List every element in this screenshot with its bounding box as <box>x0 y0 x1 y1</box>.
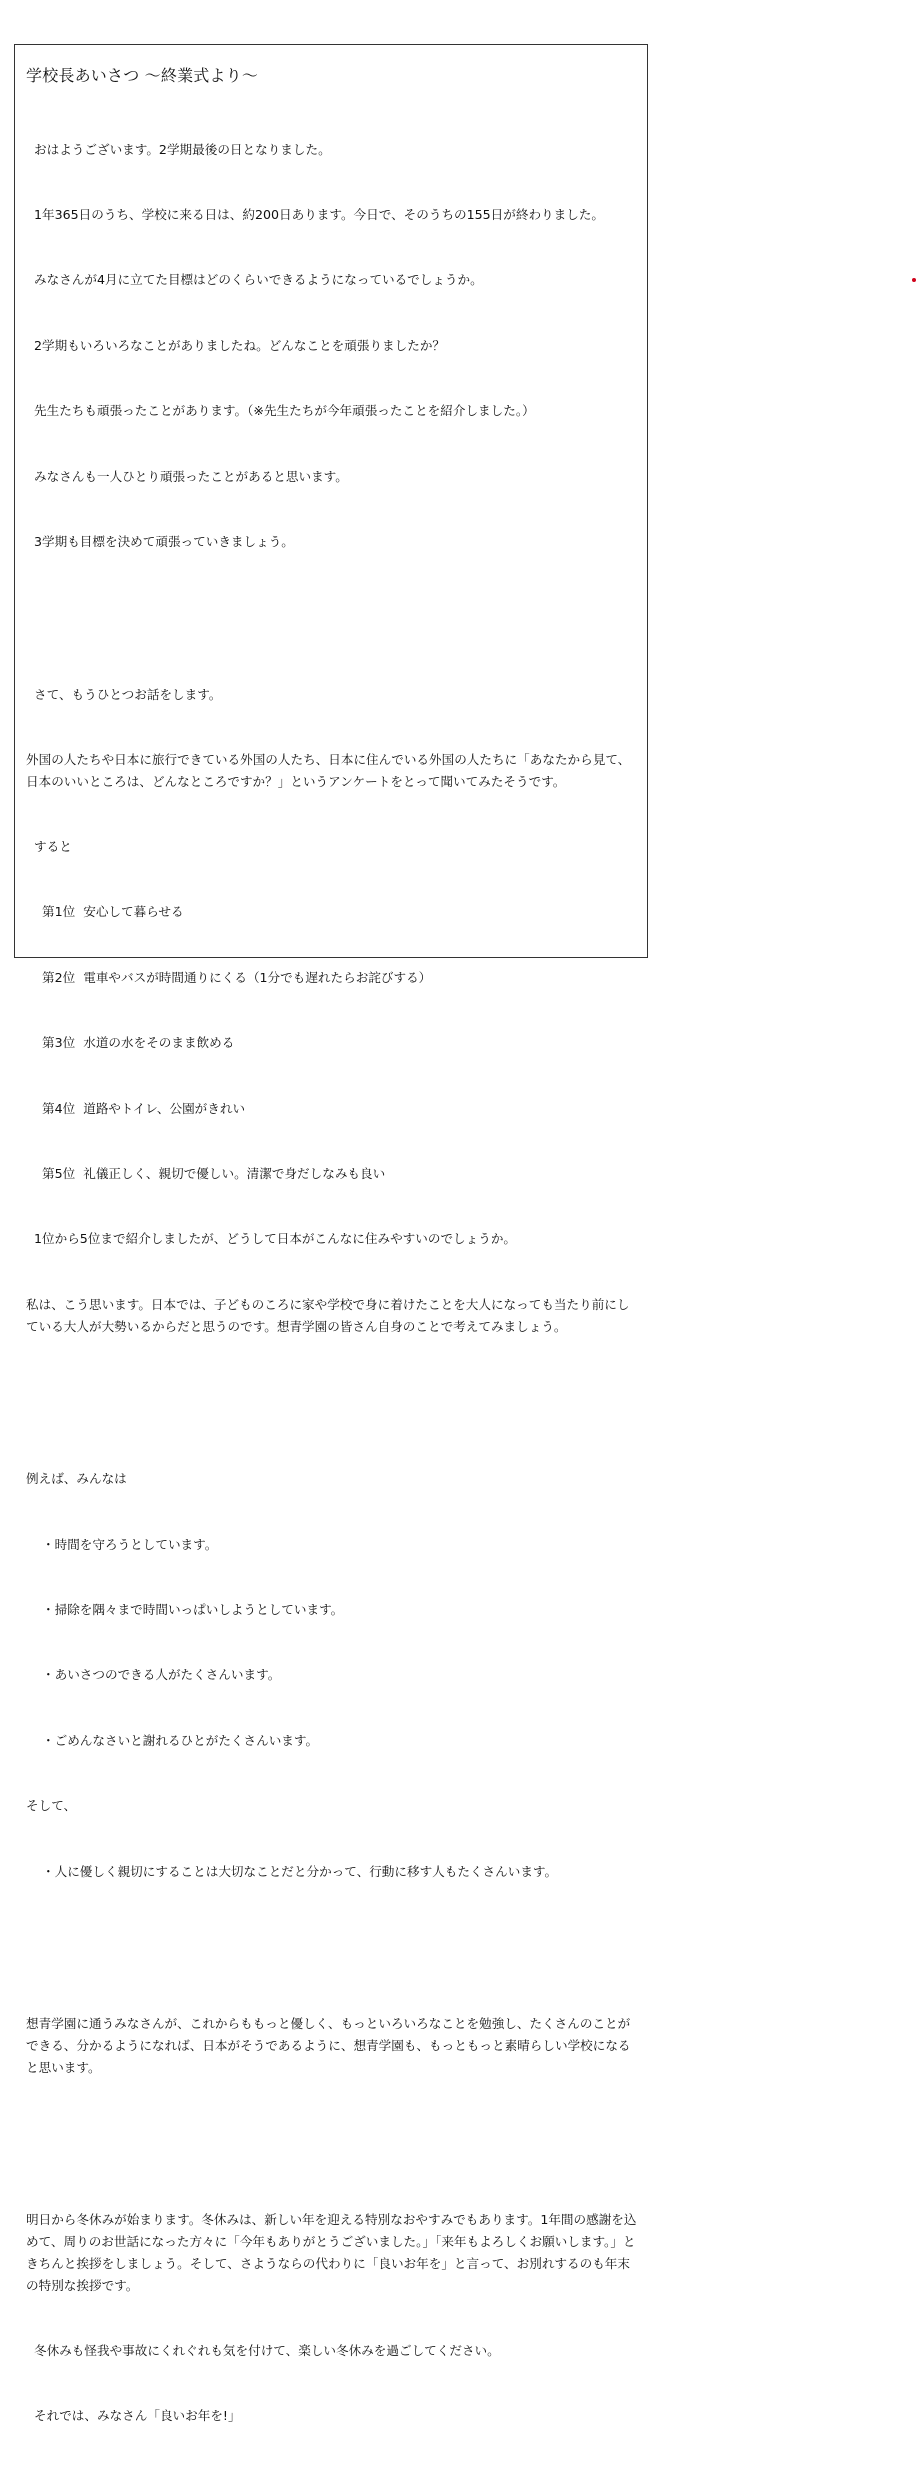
example-item: ・あいさつのできる人がたくさんいます。 <box>26 1667 281 1683</box>
blank-line <box>26 1926 641 1948</box>
text-line: 2学期もいろいろなことがありましたね。どんなことを頑張りましたか？ <box>26 337 446 353</box>
blank-line <box>26 2122 641 2144</box>
text-line: みなさんが4月に立てた目標はどのくらいできるようになっているでしょうか。 <box>26 272 483 288</box>
text-line: 例えば、みんなは <box>26 1471 127 1487</box>
text-line: それでは、みなさん「良いお年を!」 <box>26 2408 241 2424</box>
text-line: みなさんも一人ひとり頑張ったことがあると思います。 <box>26 468 348 484</box>
document-frame <box>14 44 648 2424</box>
greeting-section <box>26 95 641 2471</box>
text-line: さて、もうひとつお話をします。 <box>26 686 222 702</box>
winter-paragraph: 明日から冬休みが始まります。冬休みは、新しい年を迎える特別なおやすみでもあります。1年間の感謝を込めて、周りのお世話になった方々に「今年もありがとうございました。」「来年もよろしくお願いします。」ときちんと挨拶をしましょう。そして、さようならの代わりに「良いお年を」と言って、お別れするのも年末の特別な挨拶です。 <box>26 2212 637 2293</box>
text-line: 1年365日のうち、学校に来る日は、約200日あります。今日で、そのうちの155日が終わりました。 <box>26 206 605 222</box>
ranking-item: 第2位 電車やバスが時間通りにくる（1分でも遅れたらお詫びする） <box>26 969 432 985</box>
red-dot-marker <box>912 278 916 282</box>
text-line: 冬休みも怪我や事故にくれぐれも気を付けて、楽しい冬休みを過ごしてください。 <box>26 2343 500 2359</box>
blank-line <box>26 596 641 618</box>
text-line: 1位から5位まで紹介しましたが、どうして日本がこんなに住みやすいのでしょうか。 <box>26 1231 517 1247</box>
text-line: 先生たちも頑張ったことがあります。（※先生たちが今年頑張ったことを紹介しました。） <box>26 403 535 419</box>
example-item: ・時間を守ろうとしています。 <box>26 1536 218 1552</box>
blank-line <box>26 1381 641 1403</box>
hope-paragraph: 想青学園に通うみなさんが、これからももっと優しく、もっといろいろなことを勉強し、たくさんのことができる、分かるようになれば、日本がそうであるように、想青学園も、もっともっと素晴らしい学校になると思います。 <box>26 2016 631 2075</box>
text-line: 3学期も目標を決めて頑張っていきましょう。 <box>26 533 294 549</box>
ranking-item: 第3位 水道の水をそのまま飲める <box>26 1035 235 1051</box>
text-line: そして、 <box>26 1798 77 1814</box>
example-item: ・人に優しく親切にすることは大切なことだと分かって、行動に移す人もたくさんいます。 <box>26 1863 558 1879</box>
ranking-item: 第1位 安心して暮らせる <box>26 904 184 920</box>
opinion-paragraph: 私は、こう思います。日本では、子どものころに家や学校で身に着けたことを大人になっても当たり前にしている大人が大勢いるからだと思うのです。想青学園の皆さん自身のことで考えてみましょう。 <box>26 1296 630 1334</box>
survey-paragraph: 外国の人たちや日本に旅行できている外国の人たち、日本に住んでいる外国の人たちに「あなたから見て、日本のいいところは、どんなところですか？」というアンケートをとって聞いてみたそうです。 <box>26 751 631 789</box>
document-title: 学校長あいさつ ～終業式より～ <box>26 66 259 85</box>
ranking-item: 第4位 道路やトイレ、公園がきれい <box>26 1100 246 1116</box>
ranking-item: 第5位 礼儀正しく、親切で優しい。清潔で身だしなみも良い <box>26 1166 386 1182</box>
text-line: すると <box>26 839 72 855</box>
text-line: おはようございます。2学期最後の日となりました。 <box>26 141 331 157</box>
example-item: ・ごめんなさいと謝れるひとがたくさんいます。 <box>26 1732 319 1748</box>
example-item: ・掃除を隅々まで時間いっぱいしようとしています。 <box>26 1601 344 1617</box>
